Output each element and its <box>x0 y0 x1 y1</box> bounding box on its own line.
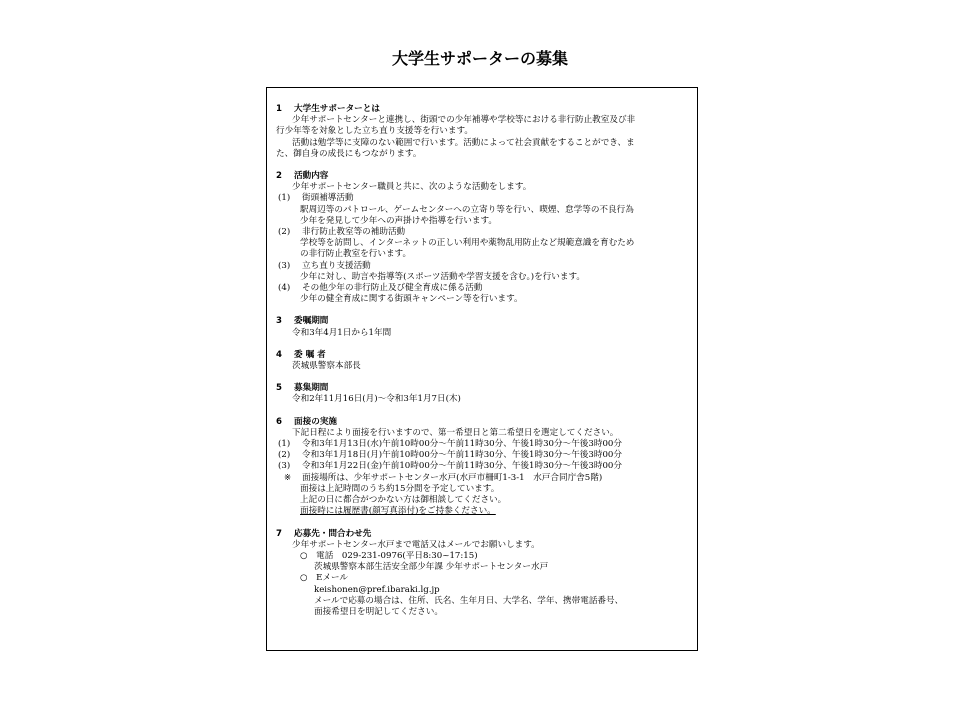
contact-department: 茨城県警察本部生活安全部少年課 少年サポートセンター水戸 <box>314 562 549 573</box>
contact-email: keishonen@pref.ibaraki.lg.jp <box>314 584 440 595</box>
paragraph-line: た、御自身の成長にもつながります。 <box>276 148 422 159</box>
section-intro: 少年サポートセンター職員と共に、次のような活動をします。 <box>292 182 532 193</box>
list-item-label: (4) その他少年の非行防止及び健全育成に係る活動 <box>278 283 483 294</box>
bullet-icon: ○ <box>300 550 308 561</box>
email-note: 面接希望日を明記してください。 <box>314 606 443 617</box>
section-heading: 6 面接の実施 <box>276 416 337 427</box>
document-body <box>276 104 692 618</box>
section-heading: 4 委 嘱 者 <box>276 349 326 360</box>
interview-date: (2) 令和3年1月18日(月)午前10時00分～午前11時30分、午後1時30分～午後3時00分 <box>278 450 622 461</box>
section-heading: 7 応募先・問合わせ先 <box>276 528 372 539</box>
note-line: 面接は上記時間のうち約15分間を予定しています。 <box>300 483 500 494</box>
note-line: 上記の日に都合がつかない方は御相談してください。 <box>300 495 507 506</box>
contact-phone: ○ 電話 029-231-0976(平日8:30~17:15) <box>300 550 478 561</box>
list-item-line: 少年に対し、助言や指導等(スポーツ活動や学習支援を含む。)を行います。 <box>300 271 585 282</box>
page-title: 大学生サポーターの募集 <box>391 49 568 68</box>
list-item-label: (3) 立ち直り支援活動 <box>278 260 371 271</box>
interview-date: (3) 令和3年1月22日(金)午前10時00分～午前11時30分、午後1時30分～午後3時00分 <box>278 461 622 472</box>
note-line: 面接時には履歴書(顔写真添付)をご持参ください。 <box>300 506 496 517</box>
section-text: 茨城県警察本部長 <box>292 361 361 372</box>
paragraph-line: 活動は勉学等に支障のない範囲で行います。活動によって社会貢献をすることができ、ま <box>292 137 635 148</box>
list-item-line: 少年の健全育成に関する街頭キャンペーン等を行います。 <box>300 294 523 305</box>
section-6 <box>276 417 692 518</box>
contact-email-label: ○ Eメール <box>300 573 348 584</box>
list-item-line: 少年を発見して少年への声掛けや指導を行います。 <box>300 215 497 226</box>
section-7 <box>276 529 692 619</box>
section-1 <box>276 104 692 160</box>
email-note: メールで応募の場合は、住所、氏名、生年月日、大学名、学年、携帯電話番号、 <box>314 595 624 606</box>
section-heading: 1 大学生サポーターとは <box>276 104 380 114</box>
section-text: 令和2年11月16日(月)～令和3年1月7日(木) <box>292 394 461 405</box>
section-intro: 少年サポートセンター水戸まで電話又はメールでお願いします。 <box>292 539 540 550</box>
note-marker: ※ <box>284 472 292 483</box>
list-item-line: 駅周辺等のパトロール、ゲームセンターへの立寄り等を行い、喫煙、怠学等の不良行為 <box>300 204 634 215</box>
list-item-line: 学校等を訪問し、インターネットの正しい利用や薬物乱用防止など規範意識を育むため <box>300 238 635 249</box>
paragraph-line: 少年サポートセンターと連携し、街頭での少年補導や学校等における非行防止教室及び非 <box>292 115 636 126</box>
section-4 <box>276 350 692 372</box>
section-heading: 3 委嘱期間 <box>276 316 329 327</box>
interview-date: (1) 令和3年1月13日(水)午前10時00分～午前11時30分、午後1時30分～午後3時00分 <box>278 439 622 450</box>
list-item-line: の非行防止教室を行います。 <box>300 249 412 260</box>
note-line: ※ 面接場所は、少年サポートセンター水戸(水戸市柵町1-3-1 水戸合同庁舎5階) <box>276 473 692 484</box>
section-5 <box>276 383 692 405</box>
section-text: 令和3年4月1日から1年間 <box>292 327 392 338</box>
section-3 <box>276 316 692 338</box>
bullet-icon: ○ <box>300 573 308 584</box>
section-intro: 下記日程により面接を行いますので、第一希望日と第二希望日を選定してください。 <box>292 427 619 438</box>
section-heading: 2 活動内容 <box>276 171 329 182</box>
list-item-label: (1) 街頭補導活動 <box>278 193 354 204</box>
section-2 <box>276 171 692 305</box>
section-heading: 5 募集期間 <box>276 383 329 394</box>
list-item-label: (2) 非行防止教室等の補助活動 <box>278 227 406 238</box>
paragraph-line: 行少年等を対象とした立ち直り支援等を行います。 <box>276 126 473 137</box>
